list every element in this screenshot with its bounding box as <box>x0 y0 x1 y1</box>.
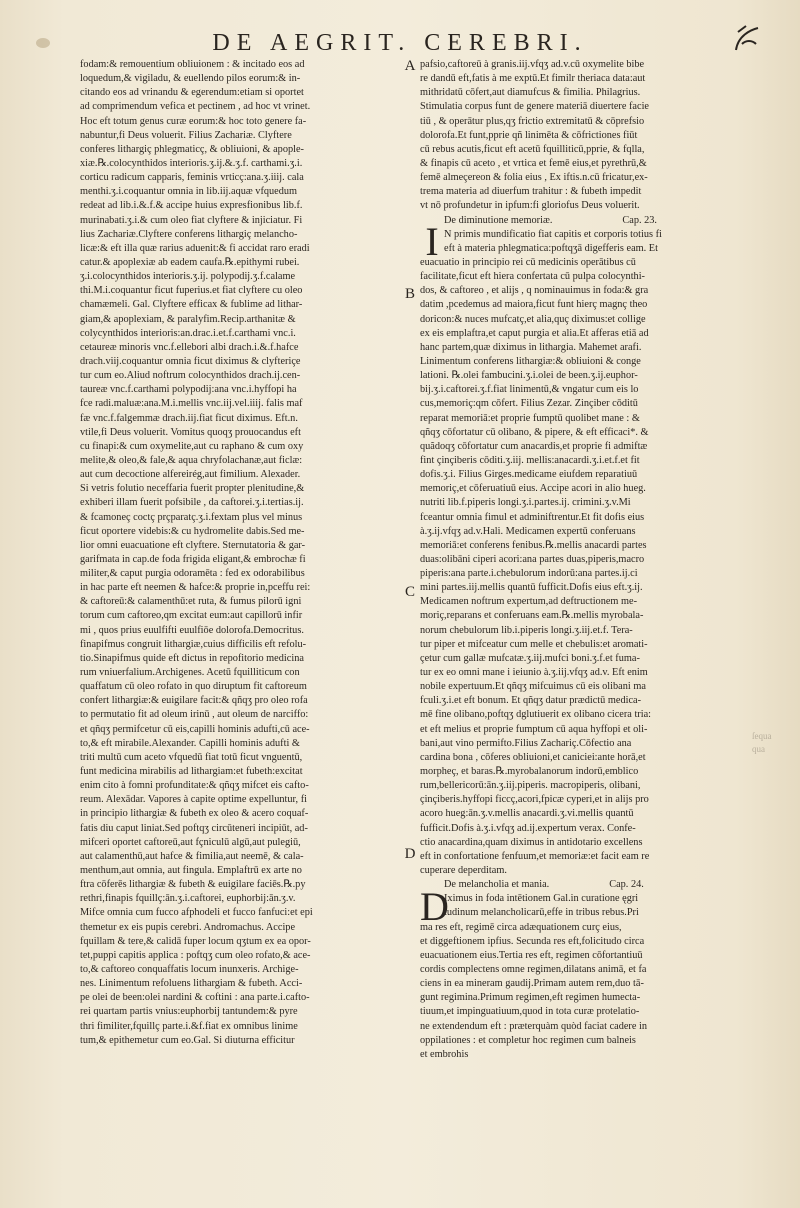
text-line: ficut oportere videbis:& cu hydromelite dabis.Sed me- <box>80 525 305 537</box>
corner-flourish-icon <box>728 22 764 58</box>
text-line: vt nō profundetur in ipfum:fi gloriofus Deus voluerit. <box>420 200 640 212</box>
text-line: loquedum,& vigiladu, & euellendo pilos eorum:& in- <box>80 73 301 85</box>
drop-capital: D <box>420 883 449 929</box>
text-line: ctio anacardina,quam diximus in antidotario excellens <box>420 836 643 848</box>
text-line: duas:olibāni ciperi acori:ana partes duas,piperis,macro <box>420 553 645 565</box>
running-head: DE AEGRIT. CEREBRI. <box>212 30 588 56</box>
text-line: nes. Linimentum refoluens lithargiam & fubeth. Acci- <box>80 978 303 990</box>
text-line: quãdoqʒ cōfortatur cum anacardis,et proprie fi admiftæ <box>420 440 648 452</box>
text-line: Hoc eft totum genus curæ eorum:& hoc toto genere fa- <box>80 115 307 127</box>
text-line: cus,memoriç:qm cōfert. Filius Zezar. Zinçiber cōditū <box>420 398 638 410</box>
text-line: & fcamoneç coctç prçparatç.ʒ.i.fextam plus vel minus <box>80 511 303 523</box>
text-line: Medicamen noftrum expertum,ad deftructionem me- <box>420 596 638 608</box>
text-line: catur.& apoplexiæ ab eadem caufa.℞.epithymi rubei. <box>80 256 300 268</box>
text-line: colycynthidos interioris:an.drac.i.et.f.carthami vnc.i. <box>80 327 296 339</box>
text-line: ʒ.i.colocynthidos interioris.ʒ.ij. polypodij.ʒ.f.calame <box>80 271 296 283</box>
text-line: reum. Alexādar. Vapores à capite optime expelluntur, fi <box>80 794 307 806</box>
text-line: morpheç, et baras.℞.myrobalanorum indorū,emblico <box>420 766 639 778</box>
text-line: Stimulatia corpus funt de genere materiā diuertere facie <box>420 101 650 113</box>
margin-letter-d: D <box>404 846 416 862</box>
text-line: euacuationem eius.Tertia res eft, regimen cōfortantiuū <box>420 949 643 961</box>
text-line: et diggeftionem ipfius. Secunda res eft,folicitudo circa <box>420 935 645 947</box>
text-line: exhiberi illam fuerit pofsibile , da caftorei.ʒ.i.tertias.ij. <box>80 497 304 509</box>
text-line: thi.M.i.coquantur ficut fuperius.et fiat clyftere cu oleo <box>80 285 303 297</box>
text-line: militer,& caput purgia odoramēta : fed ex odorabilibus <box>80 568 305 580</box>
text-line: tur piper et mifceatur cum melle et chebulis:et aromati- <box>420 638 648 650</box>
text-line: acoro hueg:ān.ʒ.v.mellis anacardi.ʒ.vi.mellis quantū <box>420 808 634 820</box>
text-line: rum,bellericorū:ān.ʒ.iij.piperis. macropiperis, olibani, <box>420 780 641 792</box>
chapter-heading <box>420 214 746 228</box>
text-line: pe olei de been:olei nardini & coftini : ana parte.i.cafto- <box>80 992 310 1004</box>
chapter-title: De melancholia et mania. <box>444 879 550 891</box>
text-line: fufficit.Dofis à.ʒ.i.vfqʒ ad.ij.expertum verax. Confe- <box>420 822 636 834</box>
text-line: à.ʒ.ij.vfqʒ ad.v.Hali. Medicamen expertū conferuans <box>420 525 636 537</box>
text-line: bani,aut vino permifto.Filius Zachariç.Cōfectio ana <box>420 737 632 749</box>
text-line: pafsio,caftoreū à granis.iij.vfqʒ ad.v.cū oxymelite bibe <box>420 59 645 70</box>
text-line: cu finapi:& cum oxymelite,aut cu raphano & cum oxy <box>80 440 304 452</box>
text-line: triti multū cum aceto vfquedū fiat totū ficut vnguentū, <box>80 751 303 763</box>
text-line: bij.ʒ.i.caftorei.ʒ.f.fiat linimentū,& vngatur cum eis lo <box>420 384 639 396</box>
text-line: thri fimiliter,fquillç parte.i.&f.fiat ex omnibus linime <box>80 1020 298 1032</box>
text-line: Linimentum conferens lithargiæ:& obliuioni & conge <box>420 355 641 367</box>
text-line: aut cum decoctione alfereirég,aut fimilium. Alexader. <box>80 469 301 481</box>
text-line: tio.Sinapifmus quide eft dictus in repofitorio medicina <box>80 652 304 664</box>
text-line: finapifmus congruit lithargiæ,cuius difficilis eft refolu- <box>80 638 307 650</box>
text-line: Iximus in foda intētionem Gal.in curatione ęgri <box>444 893 639 905</box>
text-line: mē fine olibano,poftqʒ dglutiuerit ex olibano cicera tria: <box>420 709 652 721</box>
text-line: tet,puppi capitis applica : poftqʒ cum oleo rofato,& ace- <box>80 949 311 961</box>
text-line: menthi.ʒ.i.coquantur omnia in lib.iij.aquæ vfquedum <box>80 186 298 198</box>
text-line: lior omni euacuatione eft clyftere. Sternutatoria & gar- <box>80 539 306 551</box>
text-line: tiū , & operātur plus,qʒ frictio extremitatū & cōprefsio <box>420 115 645 127</box>
text-line: confert lithargiæ:& euigilare facit:& qñqʒ pro oleo rofa <box>80 695 308 707</box>
text-line: funt medicina mirabilis ad lithargiam:et fubeth:excitat <box>80 766 303 778</box>
text-line: fceantur omnia fimul et adminiftrentur.Et fit dofis eius <box>420 511 645 523</box>
text-line: ex eis emplaftra,et caput purgia et alia.Et afferas etiā ad <box>420 327 649 339</box>
text-line: piperis:ana parte.i.chebulorum indorū:ana partes.ij.ci <box>420 568 638 580</box>
text-line: çinçiberis.hyffopi ficcç,acori,fpicæ cyperi,et in alijs pro <box>420 794 649 806</box>
text-line: tur cum eo.Aliud noftrum colocynthidos drach.ij.cen- <box>80 370 301 382</box>
text-line: rei quartam partis vnius:euphorbij tantundem:& pyre <box>80 1006 298 1018</box>
text-line: hanc partem,quæ diximus in lithargia. Mahemet arafi. <box>420 341 642 353</box>
text-line: Si vetris folutio neceffaria fuerit propter plenitudine,& <box>80 483 305 495</box>
text-line: cardina bona , cōferes obliuioni,et caniciei:ante horā,et <box>420 751 646 763</box>
text-line: qñqʒ cōfortatur cū olibano, & pipere, & eft efficaci*. & <box>420 426 649 438</box>
text-line: eft à materia phlegmatica:poftqʒā digefferis eam. Et <box>444 242 658 254</box>
text-line: to,& caftoreo conquaffatis locum inunxeris. Archige- <box>80 964 299 975</box>
text-line: chamæmeli. Gal. Clyftere efficax & fublime ad lithar- <box>80 299 303 311</box>
text-line: lius Zachariæ.Clyftere conferens lithargiç melancho- <box>80 228 298 240</box>
text-line: rum vniuerfalium.Archigenes. Acetū fquilliticum con <box>80 667 300 679</box>
text-line: rethri,finapis fquillç:ān.ʒ.i.caftorei, euphorbij:ān.ʒ.v. <box>80 893 296 905</box>
text-line: citando eos ad vrinandu & egerendum:etiam si oportet <box>80 87 304 99</box>
text-line: dofis.ʒ.i. Filius Girges.medicame eiufdem reparatiuū <box>420 469 638 481</box>
text-line: cetaureæ minoris vnc.f.ellebori albi drach.i.&.f.hafce <box>80 341 299 353</box>
text-line: & caftoreū:& calamenthū:et ruta, & fumus pilorū igni <box>80 596 302 608</box>
text-line: fint çinçiberis cōditi.ʒ.iij. mellis:anacardi.ʒ.i.et.f.et fit <box>420 454 640 466</box>
text-line: redeat ad lib.i.&.f.& accipe huius expresfionibus lib.f. <box>80 200 303 212</box>
text-line: tum,& epithemetur cum eo.Gal. Si diuturna efficitur <box>80 1034 295 1046</box>
text-line: garifmata in cap.de foda frigida eligant,& embrochæ fi <box>80 553 306 565</box>
text-line: Mifce omnia cum fucco afphodeli et fucco fanfuci:et epi <box>80 907 313 919</box>
text-line: oppilationes : et completur hoc regimen cum balneis <box>420 1034 636 1046</box>
text-line: enim cito à fomni profunditate:& qñqʒ mifcet eis cafto- <box>80 780 309 792</box>
text-line: eft in confortatione fenfuum,et memoriæ:et facit eam re <box>420 850 650 862</box>
text-line: vtile,fi Deus voluerit. Vomitus quoqʒ prouocandus eft <box>80 426 301 438</box>
text-line: taureæ vnc.f.carthami polypodij:ana vnc.i.hyffopi ha <box>80 384 297 396</box>
text-line: mini partes.iij.mellis quantū fufficit.Dofis eius eft.ʒ.ij. <box>420 582 643 594</box>
text-line: çetur cum gallæ mufcatæ.ʒ.iij.mufci boni.ʒ.f.et fuma- <box>420 652 640 664</box>
text-line: gunt regimina.Primum regimen,eft regimen humecta- <box>420 992 641 1004</box>
margin-letter-b: B <box>404 286 415 302</box>
faint-margin-note: ſequa qua <box>752 731 772 754</box>
text-line: ma res eft, regimē circa adæquationem curç eius, <box>420 921 622 933</box>
text-line: lationi. ℞.olei fambucini.ʒ.i.olei de been.ʒ.ij.euphor- <box>420 370 638 382</box>
text-line: quaffatum cū oleo rofato in quo diruptum fit caftoreum <box>80 681 307 693</box>
text-line: nobile expertuum.Et qñqʒ mifcuimus cū eis olibani ma <box>420 681 646 693</box>
text-line: giam,& apoplexiam, & paralyfim.Recip.arthanitæ & <box>80 313 296 325</box>
text-line: fce radi.maluæ:ana.M.i.mellis vnc.iij.vel.iiij. falis maf <box>80 398 303 410</box>
text-line: nabuntur,fi Deus voluerit. Filius Zachariæ. Clyftere <box>80 129 292 141</box>
text-line: N primis mundificatio fiat capitis et corporis totius fi <box>444 228 662 240</box>
text-line: femē almeçereon & folia eius , Ex iftis.n.cū fricatur,ex- <box>420 172 648 184</box>
text-line: torum cum caftoreo,qm excitat eum:aut capillorū infir <box>80 610 303 622</box>
text-line: fquillam & tere,& calidā fuper locum qʒtum ex ea opor- <box>80 935 311 947</box>
chapter-title: De diminutione memoriæ. <box>444 214 553 226</box>
text-line: doricon:& nuces mufcatç,et alia,quç diximus:et collige <box>420 313 646 325</box>
text-line: in hac parte eft neemen & hafce:& proprie in,pceffu rei: <box>80 582 311 594</box>
chapter-number: Cap. 24. <box>609 879 644 891</box>
text-line: fæ vnc.f.falgemmæ drach.iij.fiat ficut diximus. Eft.n. <box>80 412 298 424</box>
text-line: mithridatū cōfert,aut diamufcus & fimilia. Philagrius. <box>420 87 641 99</box>
text-line: datim ,pcedemus ad maiora,ficut funt hierç magnç theo <box>420 299 648 311</box>
right-column <box>420 58 746 1062</box>
text-line: drach.viij.coquantur omnia ficut diximus & clyfteriçe <box>80 355 301 367</box>
text-line: norum chebulorum lib.i.piperis longi.ʒ.iij.et.f. Tera- <box>420 624 633 636</box>
text-line: ne extendendum eft : præterquàm quòd faciat cadere in <box>420 1020 648 1032</box>
text-line: dos, & caftoreo , et alijs , q nominauimus in foda:& gra <box>420 285 649 297</box>
text-line: trema materia ad diuerfum trahitur : & fubeth impedit <box>420 186 642 198</box>
text-line: moriç,reparans et conferuans eam.℞.mellis myrobala- <box>420 610 644 622</box>
text-line: facilitate,ficut eft hiera confertata cū pulpa colocynthi- <box>420 271 645 283</box>
text-line: et embrohis <box>420 1048 469 1060</box>
text-line: in principio lithargiæ & fubeth ex oleo & acero coquaf- <box>80 808 309 820</box>
text-line: tudinum melancholicarū,effe in tribus rebus.Pri <box>444 907 639 919</box>
text-line: conferes lithargiç phlegmaticç, & obliuioni, & apople- <box>80 143 304 155</box>
text-line: fatis diu caput liniat.Sed poftqʒ circūteneri incipiūt, ad- <box>80 822 308 834</box>
text-line: memoriç,et cōferuatiuū eius. Accipe acori in alio hueg. <box>420 483 646 495</box>
text-line: to permutatio fit ad oleum irinū , aut oleum de narciffo: <box>80 709 309 721</box>
text-line: to,& eft mirabile.Alexander. Capilli hominis adufti & <box>80 737 300 749</box>
text-line: mifceri oportet caftoreū,aut fçniculū algū,aut pulegiū, <box>80 836 301 848</box>
text-line: & finapis cū aceto , et vrtica et femē eius,et pyrethrū,& <box>420 157 647 169</box>
text-line: cordis complectens omne regimen,dilatans animā, et fa <box>420 964 647 975</box>
text-line: nutriti lib.f.piperis longi.ʒ.i.partes.ij. crimini.ʒ.v.Mi <box>420 497 631 509</box>
chapter-number: Cap. 23. <box>622 214 657 226</box>
drop-capital: I <box>425 218 439 264</box>
text-line: tur ex eo omni mane i ieiunio à.ʒ.iij.vfqʒ ad.v. Eft enim <box>420 667 648 679</box>
margin-letter-c: C <box>404 584 415 600</box>
text-line: et qñqʒ permifcetur cū eis,capilli hominis adufti,cū ace- <box>80 723 310 735</box>
text-line: cuperare deperditam. <box>420 865 507 877</box>
text-line: et eft melius et proprie fumptum cū aqua hyffopi et oli- <box>420 723 648 735</box>
text-line: melite,& oleo,& fale,& aqua chryfolachanæ,aut ficlæ: <box>80 454 303 466</box>
text-line: menthum,aut omnia, aut fingula. Emplaftrū ex arte no <box>80 865 302 877</box>
text-line: ad comprimendum vefica et pectinem , ad hoc vt vrinet. <box>80 101 311 113</box>
text-line: dolorofa.Et funt,pprie qñ linimēta & cōfrictiones fiūt <box>420 129 638 141</box>
chapter-heading <box>420 878 746 892</box>
text-line: murinabati.ʒ.i.& cum oleo fiat clyftere & injiciatur. Fi <box>80 214 303 226</box>
text-line: mi , quos prius euulfifti euulfiōe dolorofa.Democritus. <box>80 624 304 636</box>
text-line: fodam:& remouentium obliuionem : & incitado eos ad <box>80 59 305 70</box>
text-line: fculi.ʒ.i.et eft bonum. Et qñqʒ datur prædictū medica- <box>420 695 642 707</box>
text-line: ftra cōferēs lithargiæ & fubeth & euigilare faciēs.℞.py <box>80 879 306 891</box>
text-line: aut calamenthū,aut hafce & fimilia,aut neemē, & cala- <box>80 850 304 862</box>
text-line: corticu radicum capparis, feminis vrticç:ana.ʒ.iiij. cala <box>80 172 304 184</box>
text-line: themetur ex eis pupis cerebri. Andromachus. Accipe <box>80 921 296 933</box>
text-line: cū rebus acutis,ficut eft acetū fquilliticū,pprie, & fqlla, <box>420 143 645 155</box>
text-line: licæ:& eft illa quæ rarius aduenit:& fi accidat raro eradi <box>80 242 310 254</box>
margin-letter-a: A <box>404 58 416 74</box>
left-column <box>80 58 400 1048</box>
text-line: euacuatio in principio rei cū medicinis operātibus cū <box>420 256 636 268</box>
text-line: reparat memoriā:et proprie fumptū quolibet mane : & <box>420 412 640 424</box>
text-line: memoriā:et conferens fenibus.℞.mellis anacardi partes <box>420 539 647 551</box>
text-line: ciens in ea mineram gaudij.Primam autem rem,duo tā- <box>420 978 644 990</box>
text-line: tiuum,et impinguatiuum,quod in tota curæ protelatio- <box>420 1006 640 1018</box>
text-line: xiæ.℞.colocynthidos interioris.ʒ.ij.&.ʒ.f. carthami.ʒ.i. <box>80 157 303 169</box>
text-line: re dandū eft,fatis à me exptū.Et fimilr theriaca data:aut <box>420 73 646 85</box>
